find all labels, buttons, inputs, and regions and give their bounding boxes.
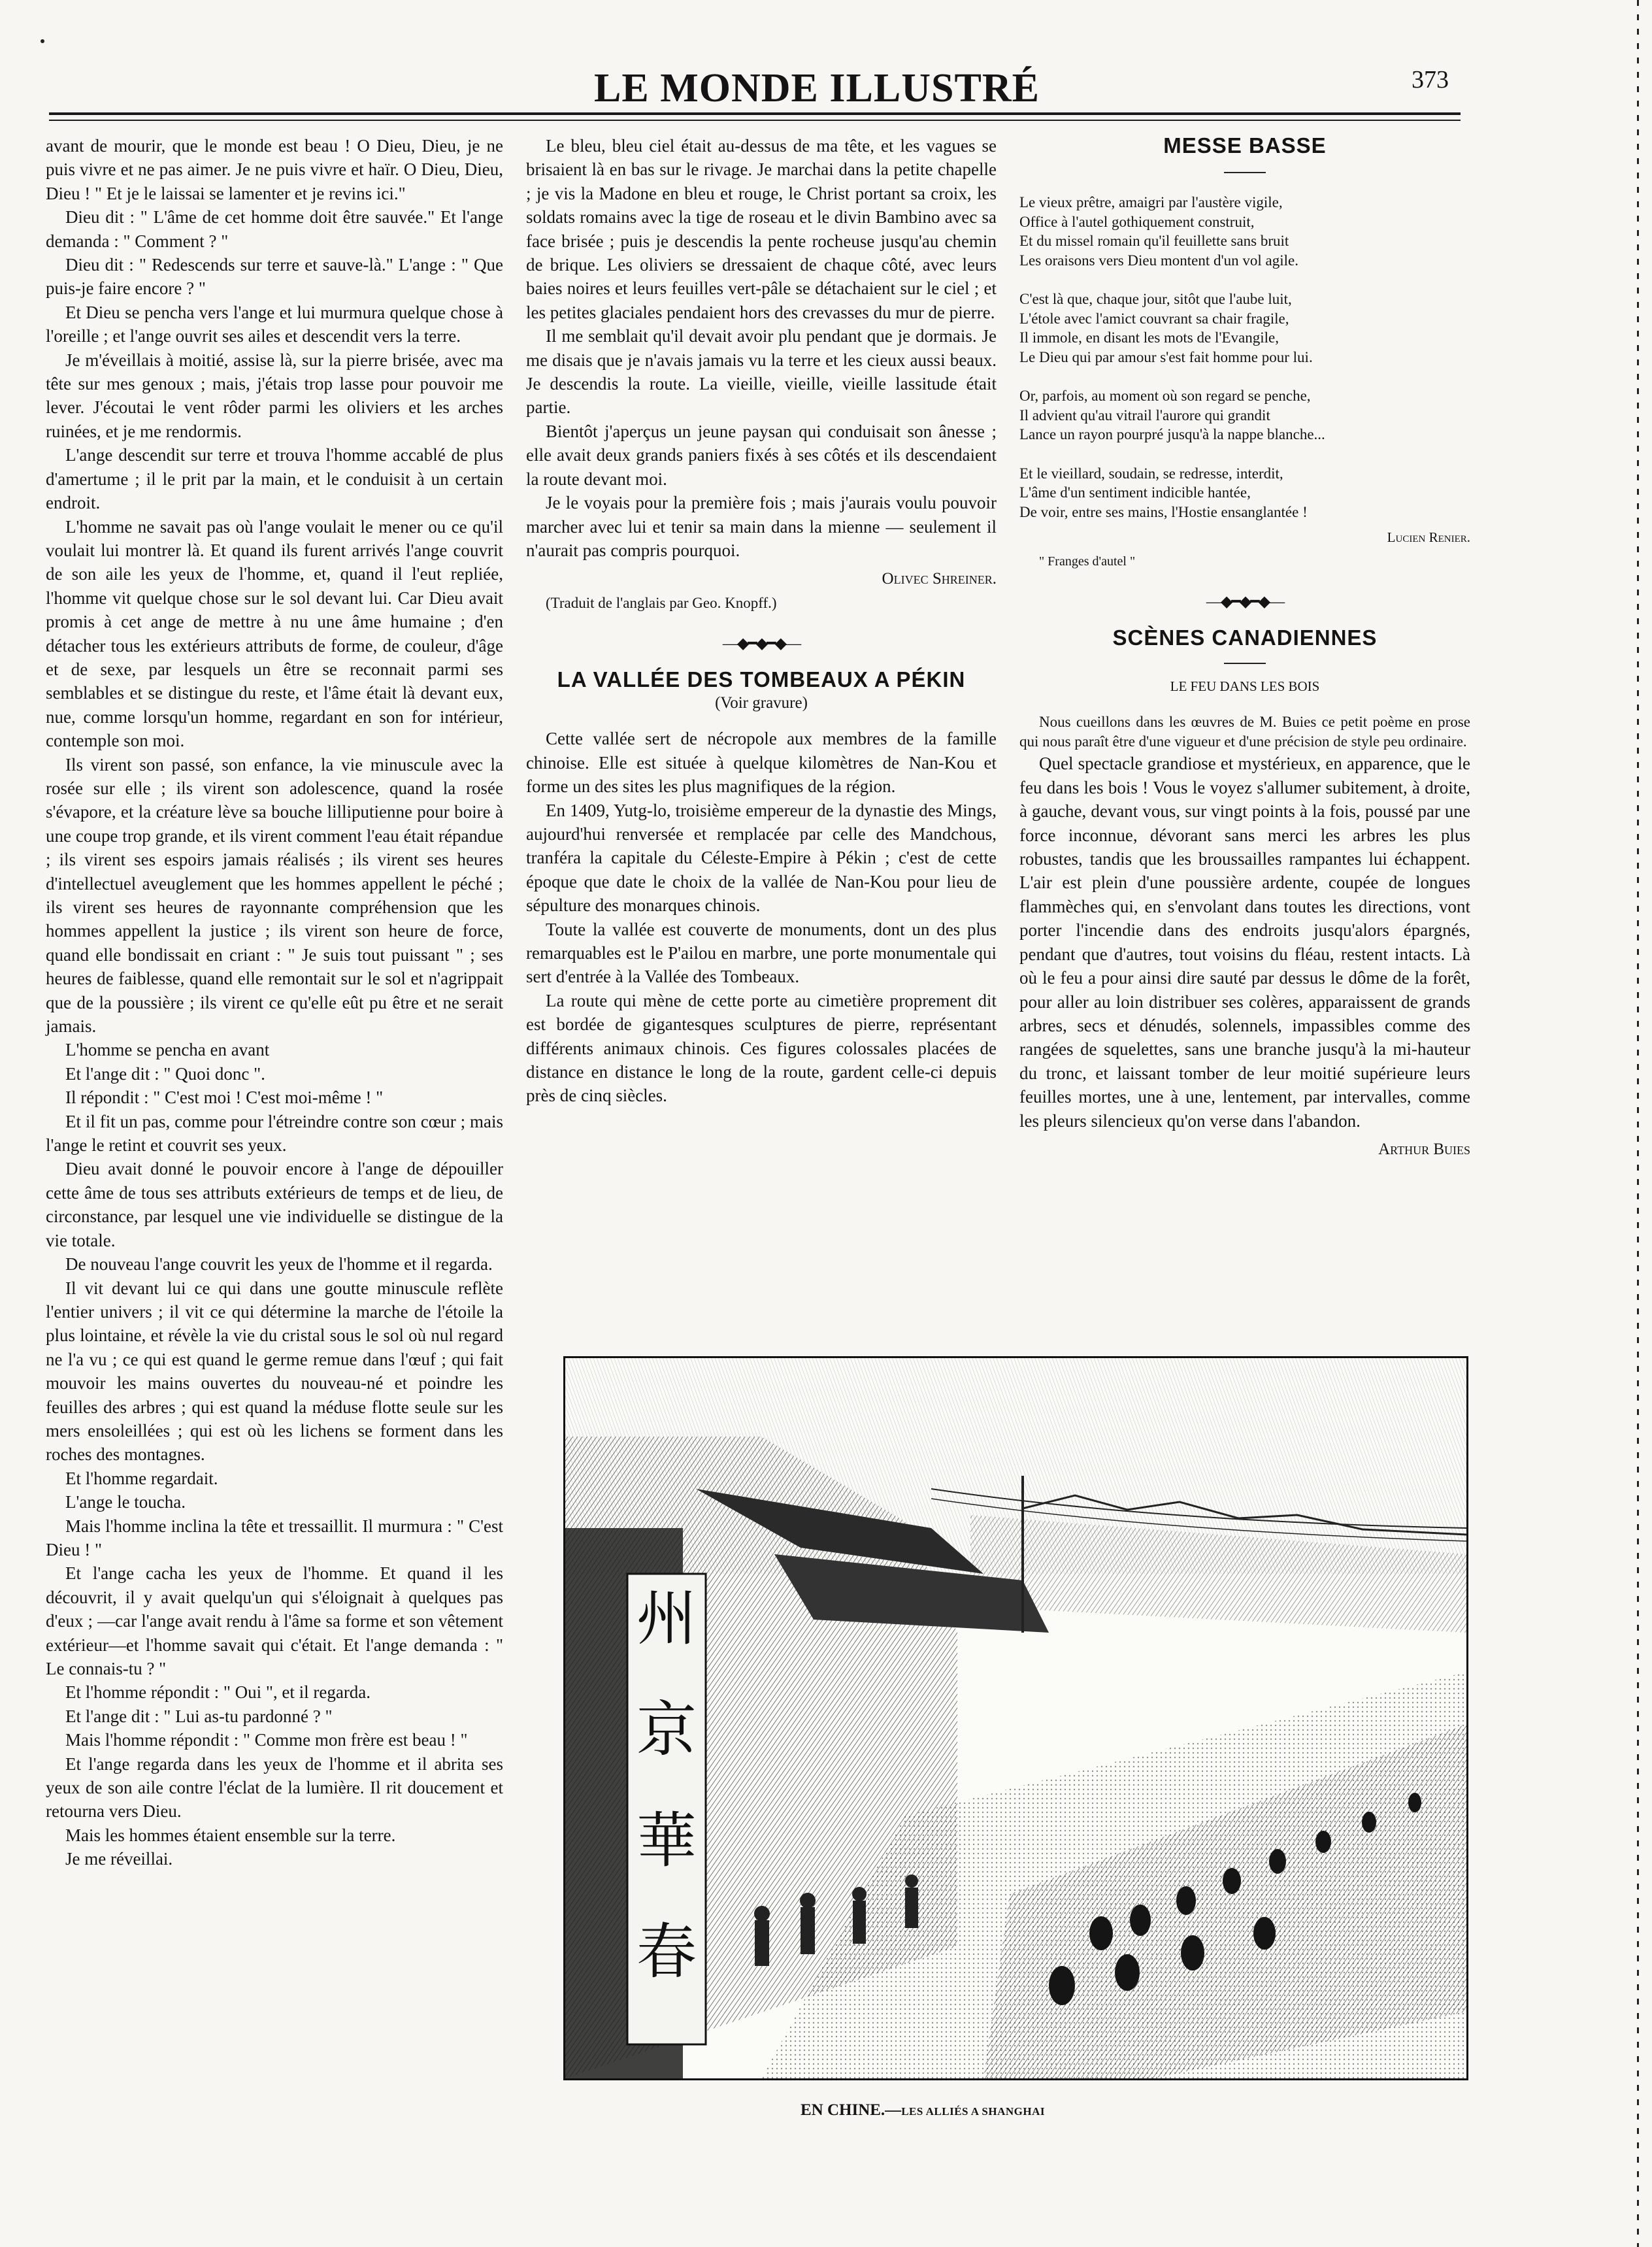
column-1 [46, 134, 503, 1871]
paragraph: Cette vallée sert de nécropole aux membres de la famille chinoise. Elle est située à quelque kilomètres de Nan-Kou et forme un des sites les plus magnifiques de la région. [526, 729, 997, 797]
paragraph: La route qui mène de cette porte au cimetière proprement dit est bordée de gigantesques sculptures de pierre, représentant différents animaux chinois. Ces figures colossales placées de distance en distance le long de la route, gardent celle-ci depuis près de cinq siècles. [526, 990, 997, 1106]
paragraph: Et l'ange dit : " Lui as-tu pardonné ? " [65, 1706, 333, 1726]
paragraph: Et l'homme répondit : " Oui ", et il regarda. [65, 1682, 371, 1703]
poem-stanza [1019, 464, 1470, 522]
poem [1019, 193, 1470, 522]
poem-title: MESSE BASSE [1163, 133, 1327, 158]
intro-paragraph: Nous cueillons dans les œuvres de M. Buies ce petit poème en prose qui nous paraît être d'une vigueur et d'une précision de style peu ordinaire. [1019, 714, 1470, 750]
poem-line: L'âme d'un sentiment indicible hantée, [1019, 484, 1251, 501]
poem-line: Et le vieillard, soudain, se redresse, interdit, [1019, 465, 1283, 482]
title-rule [1224, 172, 1266, 173]
poem-line: L'étole avec l'amict couvrant sa chair fragile, [1019, 310, 1289, 327]
column-3 [1019, 134, 1470, 1161]
illustration-caption [801, 2101, 1323, 2120]
poem-line: Les oraisons vers Dieu montent d'un vol agile. [1019, 252, 1299, 269]
paragraph: Et l'homme regardait. [65, 1468, 218, 1488]
margin-dot [41, 39, 44, 43]
paragraph: Et l'ange dit : " Quoi donc ". [65, 1063, 265, 1084]
poem-stanza [1019, 193, 1470, 270]
poem-line: Le vieux prêtre, amaigri par l'austère vigile, [1019, 194, 1283, 211]
paragraph: L'ange descendit sur terre et trouva l'homme accablé de plus d'amertume ; il le prit par la main, et le conduisit à un certain endroit. [46, 445, 503, 513]
poem-stanza [1019, 290, 1470, 367]
ornament-divider: —◆━◆━◆— [722, 635, 801, 653]
author-signature: Arthur Buies [1378, 1140, 1470, 1158]
paragraph: En 1409, Yutg-lo, troisième empereur de la dynastie des Mings, aujourd'hui renversée et remplacée par celle des Mandchous, tranféra la capitale du Céleste-Empire à Pékin ; c'est de cette époque que date le choix de la vallée de Nan-Kou pour lieu de sépulture des monarques chinois. [526, 800, 997, 916]
paragraph: Il me semblait qu'il devait avoir plu pendant que je dormais. Je me disais que je n'avais jamais vu la terre et les cieux aussi beaux. Je descendis la route. La vieille, vieille, vieille lassitude était partie. [526, 326, 997, 418]
paragraph: Dieu dit : " Redescends sur terre et sauve-là." L'ange : " Que puis-je faire encore ? " [46, 255, 503, 299]
poem-line: De voir, entre ses mains, l'Hostie ensanglantée ! [1019, 503, 1308, 520]
article-title: LA VALLÉE DES TOMBEAUX A PÉKIN [557, 667, 966, 691]
paragraph: Dieu dit : " L'âme de cet homme doit être sauvée." Et l'ange demanda : " Comment ? " [46, 207, 503, 251]
sign-character: 春 [636, 1917, 697, 1987]
paragraph: Quel spectacle grandiose et mystérieux, en apparence, que le feu dans les bois ! Vous le voyez s'allumer subitement, à droite, à gauche, devant vous, sur vingt points à la fois, poussé par une force inconnue, dévorant sans merci les arbres les plus robustes, tandis que les broussailles rampantes lui échappent. L'air est plein d'une poussière ardente, coupée de longues flammèches qui, en s'envolant dans toutes les directions, vont porter l'incendie dans des endroits jusqu'alors épargnés, pendant que d'autres, tout voisins du fléau, restent intacts. Là où le feu a pour ainsi dire sauté par dessus le dôme de la forêt, pour aller au loin distribuer ses colères, apparaissent de grands arbres, secs et dénudés, solennels, impassibles comme des rangées de squelettes, sans une branche jusqu'à la mi-hauteur du tronc, et laissant tomber de leur moitié supérieure leurs feuilles mortes, une à une, lentement, par intervalles, comme les pleurs silencieux qu'on verse dans l'abandon. [1019, 754, 1470, 1131]
paragraph: L'ange le toucha. [65, 1492, 186, 1512]
paragraph: Je le voyais pour la première fois ; mais j'aurais voulu pouvoir marcher avec lui et tenir sa main dans la mienne — seulement il n'aurait pas compris pourquoi. [526, 493, 997, 560]
header-rule-thin [49, 120, 1461, 121]
caption-sub: LES ALLIÉS A SHANGHAI [901, 2105, 1045, 2118]
article-subtitle: (Voir gravure) [715, 693, 808, 712]
signature: Olivec Shreiner. [882, 570, 997, 588]
paragraph: L'homme ne savait pas où l'ange voulait le mener ou ce qu'il voulait lui montrer là. Et quand ils furent arrivés l'ange couvrit de son aile les yeux de l'homme, et, quand il l'eut repliée, l'homme vit quelque chose sur le sol devant lui. Car Dieu avait promis à cet ange de mettre à nu une âme humaine ; d'en détacher tous les extérieurs attributs de forme, de couleur, d'âge et de sexe, par lesquels un être se reconnait parmi ses semblables et se distingue du reste, et l'âme était là devant eux, nue, comme lorsqu'un homme, regardant en son for intérieur, contemple son moi. [46, 516, 503, 751]
translation-note: (Traduit de l'anglais par Geo. Knopff.) [546, 594, 777, 611]
section-title: SCÈNES CANADIENNES [1112, 625, 1378, 650]
poem-line: Office à l'autel gothiquement construit, [1019, 213, 1255, 230]
paragraph: Toute la vallée est couverte de monuments, dont un des plus remarquables est le P'ailou en marbre, une porte monumentale qui sert d'entrée à la Vallée des Tombeaux. [526, 919, 997, 987]
paragraph: Dieu avait donné le pouvoir encore à l'ange de dépouiller cette âme de tous ses attributs extérieurs de temps et de lieu, de circonstance, par lesquel une vie individuelle se distingue de la vie totale. [46, 1159, 503, 1250]
sign-character: 京 [636, 1695, 697, 1765]
paragraph: Mais l'homme inclina la tête et tressaillit. Il murmura : " C'est Dieu ! " [46, 1516, 503, 1559]
sign-character: 州 [636, 1584, 697, 1654]
paragraph: Et l'ange cacha les yeux de l'homme. Et quand il les découvrit, il y avait quelqu'un qui s'éloignait à quelques pas d'eux ; —car l'ange avait rendu à l'âme sa forme et son vêtement extérieur—et l'homme savait qui c'était. Et l'ange demanda : " Le connais-tu ? " [46, 1563, 503, 1678]
masthead-title: LE MONDE ILLUSTRÉ [594, 66, 1040, 110]
poem-line: Lance un rayon pourpré jusqu'à la nappe blanche... [1019, 426, 1325, 443]
title-rule [1224, 663, 1266, 664]
poem-author: Lucien Renier. [1387, 529, 1470, 546]
paragraph: Mais l'homme répondit : " Comme mon frère est beau ! " [65, 1730, 468, 1750]
street-scene-engraving [565, 1358, 1466, 2078]
poem-line: Et du missel romain qu'il feuillette sans bruit [1019, 233, 1289, 250]
ornament-divider: —◆━◆━◆— [1206, 593, 1284, 611]
paragraph: Il répondit : " C'est moi ! C'est moi-même ! " [65, 1088, 384, 1108]
poem-stanza [1019, 386, 1470, 444]
paragraph: Et Dieu se pencha vers l'ange et lui murmura quelque chose à l'oreille ; et l'ange ouvrit ses ailes et descendit vers la terre. [46, 302, 503, 346]
poem-line: Il advient qu'au vitrail l'aurore qui grandit [1019, 407, 1270, 424]
poem-line: Le Dieu qui par amour s'est fait homme pour lui. [1019, 348, 1313, 365]
paragraph: De nouveau l'ange couvrit les yeux de l'homme et il regarda. [65, 1254, 493, 1274]
section-subtitle: LE FEU DANS LES BOIS [1170, 678, 1320, 695]
paragraph: Bientôt j'aperçus un jeune paysan qui conduisait son ânesse ; elle avait deux grands paniers fixés à ses côtés et ils descendaient la route devant moi. [526, 421, 997, 489]
page-number: 373 [1412, 66, 1449, 93]
paragraph: Et il fit un pas, comme pour l'étreindre contre son cœur ; mais l'ange le retint et couvrit ses yeux. [46, 1111, 503, 1156]
poem-line: Il immole, en disant les mots de l'Evangile, [1019, 329, 1279, 346]
paragraph: Il vit devant lui ce qui dans une goutte minuscule reflète l'entier univers ; il vit ce qui détermine la marche de l'étoile la plus lointaine, et révèle la vie du cristal sous le sol où nul regard ne l'a vu ; ce qui est quand le germe remue dans l'œuf ; qui fait mouvoir les mains ouvertes du nouveau-né et poindre les feuilles des arbres ; qui est quand la méduse flotte seule sur les mers ensoleillées ; qui est où les lichens se forment dans les roches des montagnes. [46, 1278, 503, 1465]
poem-line: Or, parfois, au moment où son regard se penche, [1019, 388, 1311, 405]
paragraph: Je m'éveillais à moitié, assise là, sur la pierre brisée, avec ma tête sur mes genoux ; mais, j'étais trop lasse pour pouvoir me lever. J'écoutai le vent rôder parmi les oliviers et les arches ruinées, et je me rendormis. [46, 350, 503, 441]
column-2 [526, 134, 997, 1108]
paragraph: L'homme se pencha en avant [65, 1040, 270, 1060]
paragraph: avant de mourir, que le monde est beau ! O Dieu, Dieu, je ne puis vivre et ne pas aimer. Je ne puis vivre et haïr. O Dieu, Dieu, Dieu ! " Et je le laissai se lamenter et je revins ici." [46, 136, 503, 203]
paragraph: Et l'ange regarda dans les yeux de l'homme et il abrita ses yeux de son aile contre l'éclat de la lumière. Il rit doucement et retourna vers Dieu. [46, 1754, 503, 1822]
poem-source: " Franges d'autel " [1039, 554, 1136, 569]
paragraph: Ils virent son passé, son enfance, la vie minuscule avec la rosée sur elle ; ils virent son adolescence, quand la rosée s'évapore, et la créature lève sa bouche lilliputienne pour boire à une coupe trop grande, et ils virent comment l'eau était répandue ; ils virent ses espoirs jamais réalisés ; ils virent ses heures d'intellectuel aveuglement que les hommes appellent le péché ; ils virent ses heures de rayonnante compréhension que les hommes appellent la justice ; ils virent son heure de force, quand elle bondissait en criant : " Je suis tout puissant " ; ses heures de faiblesse, quand elle remontait sur le sol et n'agrippait que de la poussière ; ils virent ce qu'elle eût pu être et ne serait jamais. [46, 754, 503, 1037]
paragraph: Mais les hommes étaient ensemble sur la terre. [65, 1825, 396, 1845]
sign-character: 華 [636, 1806, 697, 1876]
paragraph: Je me réveillai. [65, 1849, 173, 1869]
poem-line: C'est là que, chaque jour, sitôt que l'aube luit, [1019, 291, 1292, 308]
page-edge [1637, 0, 1639, 2247]
paragraph: Le bleu, bleu ciel était au-dessus de ma tête, et les vagues se brisaient là en bas sur le rivage. Je marchai dans la petite chapelle ; je vis la Madone en bleu et rouge, le Christ portant sa croix, les soldats romains avec la tige de roseau et le divin Bambino avec sa face brisée ; puis je descendis la pente rocheuse jusqu'au chemin de brique. Les oliviers se dressaient de chaque côté, avec leurs baies noires et leurs feuilles vert-pâle se détachaient sur le ciel ; et les petites glaciales pendaient hors des crevasses du mur de pierre. [526, 136, 997, 322]
engraving-illustration [563, 1356, 1468, 2080]
caption-main: EN CHINE.— [801, 2101, 902, 2119]
header-rule [49, 112, 1461, 115]
